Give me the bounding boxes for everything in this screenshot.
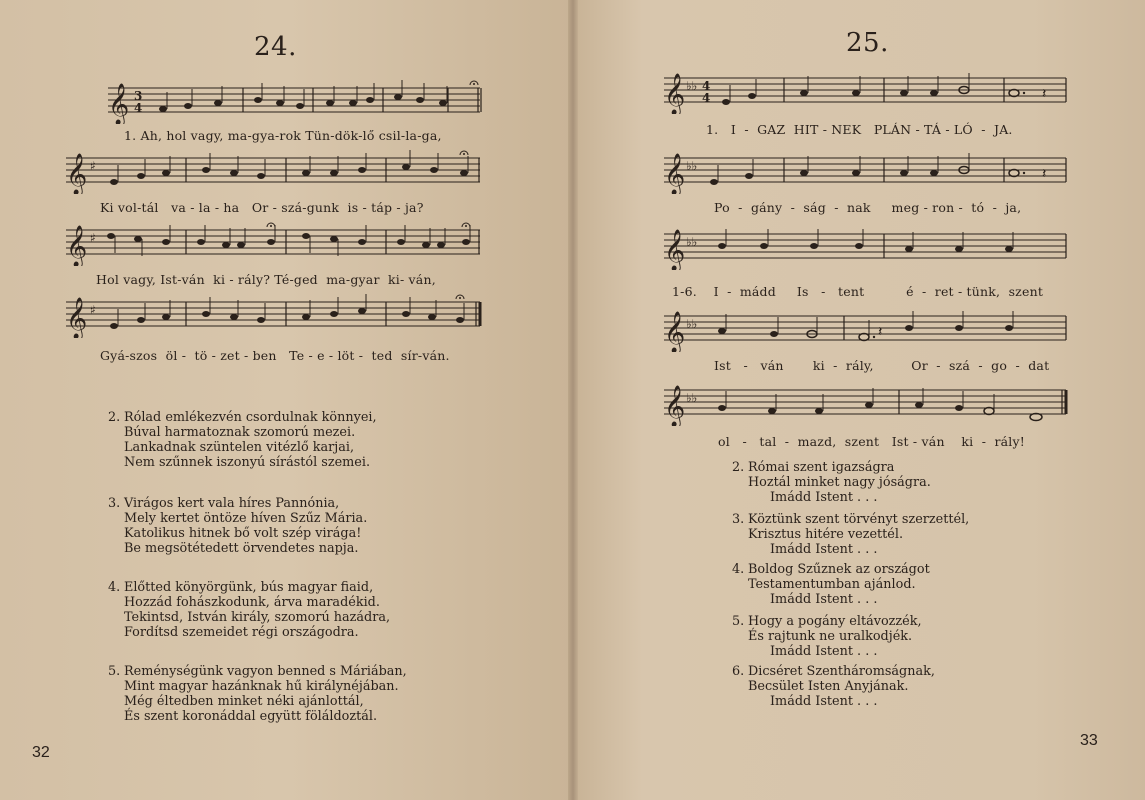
verse-number: 4. (732, 562, 745, 577)
svg-text:𝄞: 𝄞 (664, 312, 686, 352)
verse-line: És rajtunk ne uralkodjék. (748, 629, 913, 644)
music-staff (66, 220, 484, 266)
verse-number: 2. (732, 460, 745, 475)
verse-number: 3. (108, 496, 121, 511)
music-staff (664, 68, 1070, 114)
verse-number: 5. (108, 664, 121, 679)
verse-5 (108, 664, 407, 724)
music-staff (66, 148, 484, 194)
svg-text:4: 4 (702, 79, 711, 93)
verse-line: Mely kertet öntöze híven Szűz Mária. (124, 511, 368, 526)
svg-text:♭♭: ♭♭ (686, 391, 698, 405)
lyric-line-2: Ki vol-tál va - la - ha Or - szá-gunk is - táp - ja? (100, 200, 424, 215)
svg-text:♭♭: ♭♭ (686, 79, 698, 93)
svg-text:♯: ♯ (90, 303, 96, 317)
music-staff (66, 292, 484, 338)
verse-line: És szent koronáddal együtt föláldoztál. (124, 709, 378, 724)
svg-text:𝄞: 𝄞 (108, 84, 130, 124)
lyric-line-2: Po - gány - ság - nak meg - ron - tó - ja, (714, 200, 1022, 215)
verse-line: Hoztál minket nagy jóságra. (748, 475, 931, 490)
verse-line: Krisztus hitére vezettél. (748, 527, 904, 542)
verse-line: Római szent igazságra (748, 460, 895, 475)
svg-text:𝄞: 𝄞 (664, 230, 686, 270)
svg-text:3: 3 (134, 89, 143, 103)
verse-number: 2. (108, 410, 121, 425)
song-number-24: 24. (254, 32, 297, 62)
verse-line: Lankadnak szüntelen vitézlő karjai, (124, 440, 355, 455)
verse-line: Katolikus hitnek bő volt szép virága! (124, 526, 362, 541)
svg-text:𝄽: 𝄽 (1042, 166, 1047, 182)
verse-line: Nem szűnnek iszonyú sírástól szemei. (124, 455, 371, 470)
lyric-line-3: 1-6. I - mádd Is - tent é - ret - tünk, szent (672, 284, 1044, 299)
page-number-right: 33 (1080, 732, 1098, 749)
verse-2 (732, 460, 931, 505)
verse-line: Még éltedben minket néki ajánlottál, (124, 694, 364, 709)
verse-line: Boldog Szűznek az országot (748, 562, 930, 577)
verse-line: Előtted könyörgünk, bús magyar fiaid, (124, 580, 374, 595)
verse-line: Imádd Istent . . . (770, 644, 878, 659)
svg-text:𝄞: 𝄞 (664, 154, 686, 194)
verse-line: Virágos kert vala híres Pannónia, (124, 496, 340, 511)
music-staff (108, 78, 484, 124)
music-staff (664, 224, 1070, 270)
verse-line: Köztünk szent törvényt szerzettél, (748, 512, 970, 527)
book-spine (568, 0, 578, 800)
verse-line: Becsület Isten Anyjának. (748, 679, 909, 694)
verse-3 (108, 496, 368, 556)
song-number-25: 25. (846, 28, 889, 58)
page-number-left: 32 (32, 744, 50, 761)
svg-text:𝄞: 𝄞 (664, 74, 686, 114)
verse-number: 6. (732, 664, 745, 679)
verse-line: Imádd Istent . . . (770, 490, 878, 505)
svg-text:𝄞: 𝄞 (66, 154, 88, 194)
svg-text:♭♭: ♭♭ (686, 235, 698, 249)
verse-5 (732, 614, 922, 659)
svg-text:♯: ♯ (90, 231, 96, 245)
svg-text:♭♭: ♭♭ (686, 159, 698, 173)
verse-line: Mint magyar hazánknak hű királynéjában. (124, 679, 399, 694)
verse-6 (732, 664, 935, 709)
verse-line: Imádd Istent . . . (770, 592, 878, 607)
svg-text:𝄽: 𝄽 (878, 324, 883, 340)
verse-line: Hozzád fohászkodunk, árva maradékid. (124, 595, 380, 610)
lyric-line-1: 1. I - GAZ HIT - NEK PLÁN - TÁ - LÓ - JA. (706, 122, 1013, 137)
lyric-line-4: Gyá-szos öl - tö - zet - ben Te - e - löt - ted sír-ván. (100, 348, 450, 363)
music-staff (664, 306, 1070, 352)
svg-text:♭♭: ♭♭ (686, 317, 698, 331)
verse-line: Imádd Istent . . . (770, 542, 878, 557)
verse-number: 4. (108, 580, 121, 595)
svg-text:𝄞: 𝄞 (66, 226, 88, 266)
lyric-line-3: Hol vagy, Ist-ván ki - rály? Té-ged ma-gyar ki- ván, (96, 272, 436, 287)
verse-line: Fordítsd szemeidet régi országodra. (124, 625, 359, 640)
verse-line: Reménységünk vagyon benned s Máriában, (124, 664, 407, 679)
verse-4 (732, 562, 930, 607)
verse-line: Testamentumban ajánlod. (748, 577, 916, 592)
verse-4 (108, 580, 391, 640)
svg-text:4: 4 (702, 91, 711, 105)
verse-line: Tekintsd, István király, szomorú hazádra, (124, 610, 391, 625)
verse-2 (108, 410, 377, 470)
verse-number: 5. (732, 614, 745, 629)
svg-text:♯: ♯ (90, 159, 96, 173)
lyric-line-5: ol - tal - mazd, szent Ist - ván ki - rály! (718, 434, 1025, 449)
lyric-line-4: Ist - ván ki - rály, Or - szá - go - dat (714, 358, 1050, 373)
verse-line: Dicséret Szentháromságnak, (748, 664, 935, 679)
svg-text:4: 4 (134, 101, 143, 115)
verse-line: Hogy a pogány eltávozzék, (748, 614, 922, 629)
verse-3 (732, 512, 970, 557)
verse-number: 3. (732, 512, 745, 527)
svg-text:𝄞: 𝄞 (664, 386, 686, 426)
verse-line: Rólad emlékezvén csordulnak könnyei, (124, 410, 377, 425)
music-staff (664, 380, 1070, 426)
verse-line: Imádd Istent . . . (770, 694, 878, 709)
verse-line: Búval harmatoznak szomorú mezei. (124, 425, 356, 440)
svg-text:𝄽: 𝄽 (1042, 86, 1047, 102)
lyric-line-1: 1. Ah, hol vagy, ma-gya-rok Tün-dök-lő csil-la-ga, (124, 128, 442, 143)
verse-line: Be megsötétedett örvendetes napja. (124, 541, 359, 556)
svg-text:𝄞: 𝄞 (66, 298, 88, 338)
music-staff (664, 148, 1070, 194)
